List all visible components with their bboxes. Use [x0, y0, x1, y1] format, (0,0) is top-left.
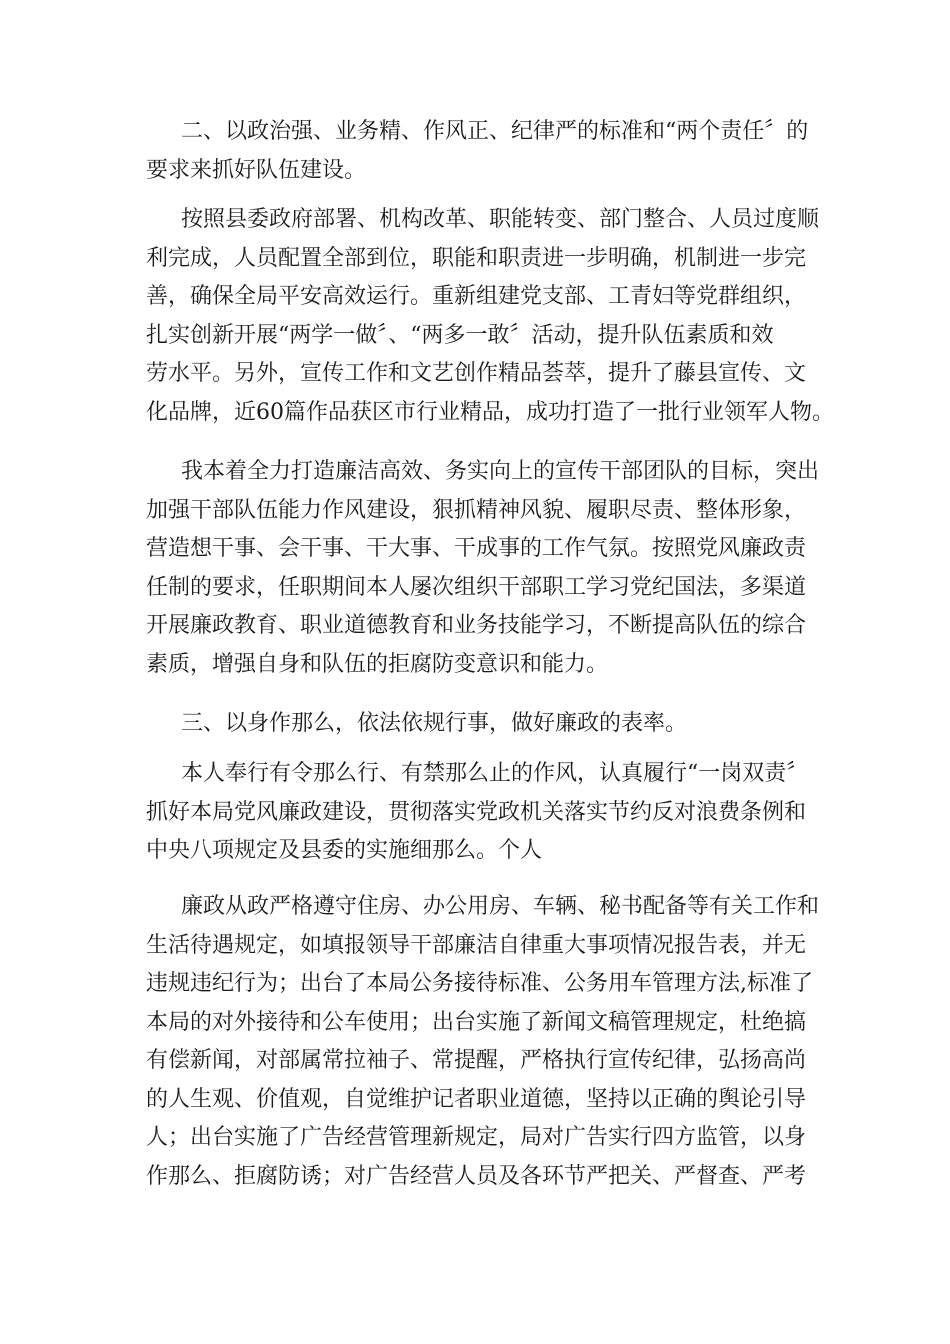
- text-line: 的人生观、价值观，自觉维护记者职业道德，坚持以正确的舆论引导: [146, 1086, 807, 1112]
- text-line: 有偿新闻，对部属常拉袖子、常提醒，严格执行宣传纪律，弘扬高尚: [146, 1048, 807, 1073]
- text-line: 人；出台实施了广告经营管理新规定，局对广告实行四方监管，以身: [146, 1125, 807, 1150]
- text-line: 加强干部队伍能力作风建设，狠抓精神风貌、履职尽责、整体形象，: [146, 497, 807, 523]
- text-line: 生活待遇规定，如填报领导干部廉洁自律重大事项情况报告表，并无: [146, 932, 807, 958]
- paragraph-cadre-goal: [146, 453, 820, 684]
- text-line: 素质，增强自身和队伍的拒腐防变意识和能力。: [146, 651, 609, 677]
- text-line: 化品牌，近60篇作品获区市行业精品，成功打造了一批行业领军人物。: [146, 399, 834, 425]
- text-line: 开展廉政教育、职业道德教育和业务技能学习，不断提高队伍的综合: [146, 613, 807, 638]
- paragraph-team-building: [146, 201, 834, 432]
- paragraph-section-two-heading: [146, 113, 816, 190]
- text-line: 营造想干事、会干事、干大事、干成事的工作气氛。按照党风廉政责: [146, 536, 807, 561]
- text-line: 要求来抓好队伍建设。: [146, 157, 367, 183]
- paragraph-personal-conduct: [146, 755, 816, 871]
- text-line: 廉政从政严格遵守住房、办公用房、车辆、秘书配备等有关工作和: [181, 894, 820, 919]
- text-line: 劳水平。另外，宣传工作和文艺创作精品荟萃，提升了藤县宣传、文: [146, 361, 807, 386]
- text-line: 作那么、拒腐防诱；对广告经营人员及各环节严把关、严督查、严考: [146, 1163, 807, 1189]
- text-line: 扎实创新开展“两学一做〞、“两多一敢〞活动，提升队伍素质和效: [146, 322, 774, 348]
- paragraph-clean-governance: [146, 888, 820, 1196]
- text-line: 违规违纪行为；出台了本局公务接待标准、公务用车管理方法,标准了: [146, 971, 813, 996]
- paragraph-section-three-heading: [146, 705, 816, 744]
- text-line: 按照县委政府部署、机构改革、职能转变、部门整合、人员过度顺: [181, 207, 820, 232]
- text-line: 本人奉行有令那么行、有禁那么止的作风，认真履行“一岗双责〞: [181, 761, 809, 786]
- text-line: 二、以政治强、业务精、作风正、纪律严的标准和“两个责任〞的: [181, 119, 809, 144]
- text-line: 利完成，人员配置全部到位，职能和职责进一步明确，机制进一步完: [146, 245, 807, 271]
- text-line: 中央八项规定及县委的实施细那么。个人: [146, 838, 543, 863]
- text-line: 善，确保全局平安高效运行。重新组建党支部、工青妇等党群组织，: [146, 284, 807, 309]
- text-line: 抓好本局党风廉政建设，贯彻落实党政机关落实节约反对浪费条例和: [146, 799, 807, 825]
- text-line: 我本着全力打造廉洁高效、务实向上的宣传干部团队的目标，突出: [181, 459, 820, 484]
- text-line: 任制的要求，任职期间本人屡次组织干部职工学习党纪国法，多渠道: [146, 574, 807, 600]
- text-line: 本局的对外接待和公车使用；出台实施了新闻文稿管理规定，杜绝搞: [146, 1009, 807, 1035]
- text-line: 三、以身作那么，依法依规行事，做好廉政的表率。: [181, 711, 688, 736]
